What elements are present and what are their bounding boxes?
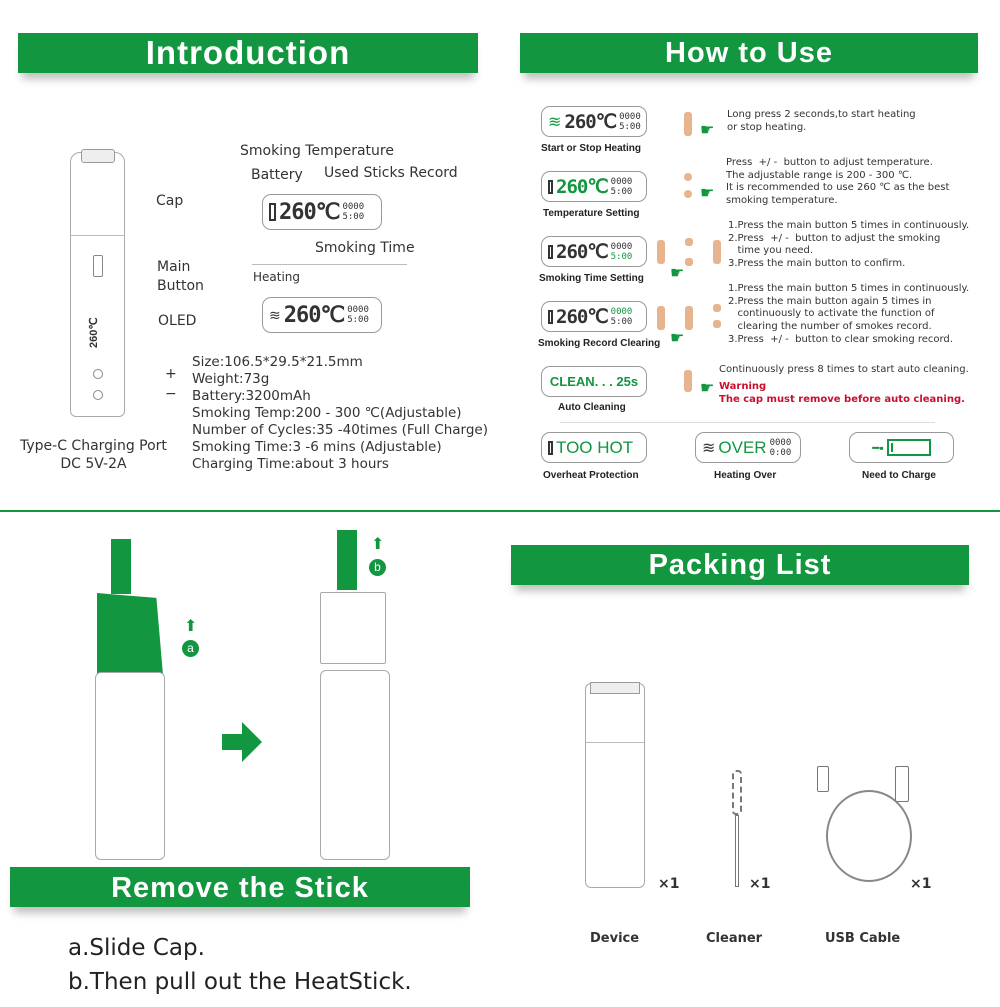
packed-device [585, 683, 645, 888]
caption-overheat: Overheat Protection [543, 470, 639, 481]
count-readout: 0000 [769, 437, 792, 448]
hand-press-icon: ☛ [700, 185, 715, 202]
over-readout: OVER [718, 437, 767, 457]
battery-icon [269, 203, 276, 221]
desc-record: 1.Press the main button 5 times in continuously. 2.Press the main button again 5 times in continuously to activate the function of clearing the number of smokes record. 3.Press +/ - button to clear smoking record. [728, 283, 970, 345]
plus-label: + [165, 366, 177, 382]
heat-waves-icon: ≋ [269, 306, 281, 323]
spec-item: Number of Cycles:35 -40times (Full Charge) [192, 422, 488, 438]
main-button-icon [93, 255, 103, 277]
oled-display: 260℃ [88, 317, 100, 348]
time-readout: 5:00 [610, 186, 633, 197]
cleaner-brush [732, 770, 742, 815]
heatstick [111, 539, 131, 594]
warning-title: Warning [719, 381, 767, 392]
spec-item: Charging Time:about 3 hours [192, 456, 389, 472]
minus-button-icon [93, 390, 103, 400]
spec-item: Smoking Temp:200 - 300 ℃(Adjustable) [192, 405, 462, 421]
remove-stick-banner: Remove the Stick [10, 867, 470, 907]
plus-button-icon [93, 369, 103, 379]
temp-readout: 260℃ [279, 199, 340, 225]
step-b: b.Then pull out the HeatStick. [68, 969, 412, 995]
lcd-temperature [541, 171, 647, 202]
desc-temperature: Press +/ - button to adjust temperature. The adjustable range is 200 - 300 ℃. It is recommended to use 260 ℃ as the best smoking temperature. [726, 157, 950, 207]
caption-time: Smoking Time Setting [539, 273, 644, 284]
introduction-banner: Introduction [18, 33, 478, 73]
step-a: a.Slide Cap. [68, 935, 205, 961]
count-readout: 0000 [610, 176, 633, 187]
caption-clean: Auto Cleaning [558, 402, 626, 413]
spec-item: Smoking Time:3 -6 mins (Adjustable) [192, 439, 442, 455]
desc-start-stop: Long press 2 seconds,to start heating or stop heating. [727, 109, 916, 133]
device-qty: ×1 [658, 876, 680, 892]
lcd-clean [541, 366, 647, 397]
heatstick-pulled [337, 530, 357, 590]
caption-temperature: Temperature Setting [543, 208, 640, 219]
temp-readout: 260℃ [283, 302, 345, 328]
temp-readout: 260℃ [556, 305, 608, 328]
caption-record: Smoking Record Clearing [538, 338, 661, 349]
charging-port-label: Type-C Charging Port DC 5V-2A [20, 438, 167, 472]
temp-readout: 260℃ [556, 175, 608, 198]
heating-label: Heating [253, 270, 301, 284]
usb-cable [826, 790, 912, 882]
hand-press-icon: ☛ [700, 122, 715, 139]
minus-label: − [165, 386, 177, 402]
count-readout: 0000 [619, 111, 641, 122]
oled-label: OLED [158, 313, 197, 329]
count-readout: 0000 [342, 202, 365, 212]
lcd-over: ≋ OVER 0000 0:00 [695, 432, 801, 463]
badge-b: b [369, 559, 386, 576]
used-sticks-label: Used Sticks Record [324, 165, 458, 181]
battery-label: Battery [251, 167, 303, 183]
count-readout: 0000 [610, 306, 633, 317]
caption-need-charge: Need to Charge [862, 470, 936, 481]
spec-item: Size:106.5*29.5*21.5mm [192, 354, 363, 370]
spec-item: Weight:73g [192, 371, 270, 387]
time-readout: 5:00 [610, 251, 633, 262]
plug-icon: ━▪ [872, 440, 884, 455]
time-readout: 0:00 [769, 447, 792, 458]
desc-clean: Continuously press 8 times to start auto cleaning. [719, 364, 969, 375]
spec-item: Battery:3200mAh [192, 388, 311, 404]
cap-label: Cap [156, 193, 184, 209]
smoking-time-label: Smoking Time [315, 240, 415, 256]
empty-battery-icon [887, 439, 931, 456]
lcd-start-stop: ≋ 260℃ 0000 5:00 [541, 106, 647, 137]
cap-slid-green [97, 593, 163, 675]
hand-press-icon: ☛ [670, 330, 685, 347]
specs-list [192, 354, 488, 473]
count-readout: 0000 [610, 241, 633, 252]
temp-readout: 260℃ [564, 110, 617, 133]
intro-display [262, 194, 382, 230]
warning-text: The cap must remove before auto cleaning. [719, 394, 965, 405]
device-label: Device [590, 931, 640, 946]
count-readout: 0000 [347, 305, 369, 315]
smoking-temperature-label: Smoking Temperature [240, 143, 394, 159]
too-hot-readout: TOO HOT [556, 437, 634, 457]
packing-list-banner: Packing List [511, 545, 969, 585]
time-readout: 5:00 [342, 212, 365, 222]
how-to-use-banner: How to Use [520, 33, 978, 73]
hand-press-icon: ☛ [670, 265, 685, 282]
caption-heating-over: Heating Over [714, 470, 777, 481]
lcd-charge [849, 432, 954, 463]
time-readout: 5:00 [610, 316, 633, 327]
cleaner-label: Cleaner [706, 931, 763, 946]
badge-a: a [182, 640, 199, 657]
usb-cable-label: USB Cable [825, 931, 901, 946]
time-readout: 5:00 [619, 121, 641, 132]
section-divider [0, 510, 1000, 512]
device-illustration [70, 152, 125, 417]
arrow-right-icon [222, 722, 262, 762]
lcd-record [541, 301, 647, 332]
clean-readout: CLEAN. . . 25s [549, 374, 639, 389]
desc-time: 1.Press the main button 5 times in continuously. 2.Press +/ - button to adjust the smoking time you need. 3.Press the main button to confirm. [728, 220, 970, 270]
main-button-label: Main Button [157, 259, 204, 294]
cable-qty: ×1 [910, 876, 932, 892]
temp-readout: 260℃ [556, 240, 608, 263]
lcd-too-hot [541, 432, 647, 463]
caption-start-stop: Start or Stop Heating [541, 143, 642, 154]
time-readout: 5:00 [347, 315, 369, 325]
cleaner-qty: ×1 [749, 876, 771, 892]
hand-press-icon: ☛ [700, 380, 715, 397]
heating-display [262, 297, 382, 333]
lcd-time [541, 236, 647, 267]
